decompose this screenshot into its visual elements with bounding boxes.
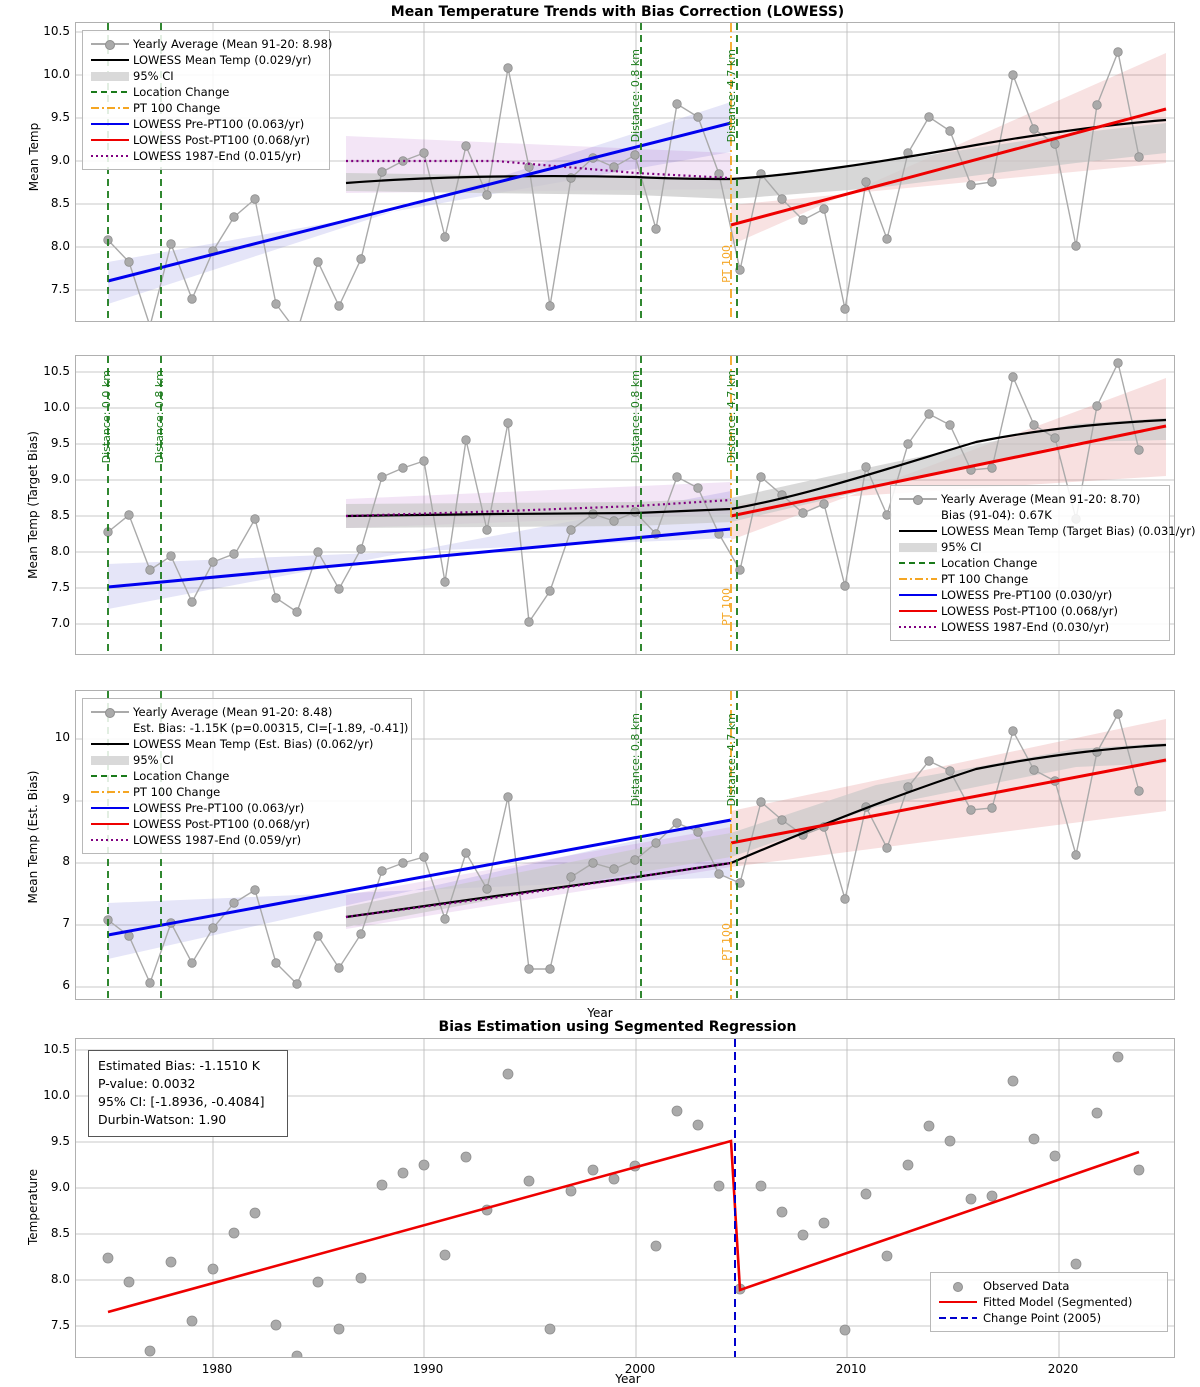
legend-item: 95% CI: [89, 752, 410, 768]
legend-item: LOWESS Mean Temp (Est. Bias) (0.062/yr): [89, 736, 410, 752]
panel2-ylabel: Mean Temp (Target Bias): [26, 431, 40, 579]
legend-item: PT 100 Change: [897, 571, 1198, 587]
panel4-ytick: 10.5: [43, 1042, 70, 1056]
panel4-ytick: 8.5: [50, 1226, 70, 1240]
panel1-ytick: 9.5: [50, 110, 70, 124]
panel4-xtick: 2010: [835, 1362, 867, 1376]
vline-label-location-2000: Distance: 0.8 km: [629, 49, 642, 143]
legend-item: Location Change: [89, 84, 334, 100]
legend-item: PT 100 Change: [89, 784, 410, 800]
annotation-line: P-value: 0.0032: [98, 1076, 196, 1092]
vline-label-location-1975: Distance: 0.0 km: [100, 370, 113, 464]
legend-item: LOWESS Mean Temp (0.029/yr): [89, 52, 334, 68]
panel1-title: Mean Temperature Trends with Bias Correction (LOWESS): [390, 4, 845, 20]
panel4-xlabel: Year: [615, 1372, 641, 1386]
vline-label-location-2005: Distance: 4.7 km: [725, 713, 738, 807]
panel2-ytick: 10.0: [43, 400, 70, 414]
legend-item: Fitted Model (Segmented): [937, 1294, 1134, 1310]
legend-item: LOWESS Post-PT100 (0.068/yr): [897, 603, 1198, 619]
panel4-legend: [930, 1272, 1168, 1332]
vline-label-pt100: PT 100: [720, 588, 733, 626]
panel3-ytick: 10: [54, 730, 70, 744]
legend-item: PT 100 Change: [89, 100, 334, 116]
panel2-ytick: 9.0: [50, 472, 70, 486]
legend-item: Yearly Average (Mean 91-20: 8.98): [89, 36, 334, 52]
legend-item: LOWESS Post-PT100 (0.068/yr): [89, 816, 410, 832]
legend-item: LOWESS 1987-End (0.030/yr): [897, 619, 1198, 635]
legend-item: Location Change: [89, 768, 410, 784]
panel1-ytick: 10.5: [43, 24, 70, 38]
legend-item: Change Point (2005): [937, 1310, 1134, 1326]
panel4-title: Bias Estimation using Segmented Regression: [438, 1019, 797, 1035]
panel4-ytick: 9.5: [50, 1134, 70, 1148]
legend-item: Location Change: [897, 555, 1198, 571]
legend-item: LOWESS Pre-PT100 (0.030/yr): [897, 587, 1198, 603]
panel3-ytick: 9: [62, 792, 70, 806]
panel4-annotation: [88, 1050, 288, 1137]
panel4-ytick: 9.0: [50, 1180, 70, 1194]
vline-label-pt100: PT 100: [720, 923, 733, 961]
annotation-line: Estimated Bias: -1.1510 K: [98, 1058, 260, 1073]
legend-item: LOWESS 1987-End (0.015/yr): [89, 148, 334, 164]
legend-item: Observed Data: [937, 1278, 1134, 1294]
legend-item: Est. Bias: -1.15K (p=0.00315, CI=[-1.89, -0.41]): [133, 721, 409, 735]
panel1-legend: [82, 30, 333, 170]
panel4-ytick: 10.0: [43, 1088, 70, 1102]
panel2-ytick: 8.5: [50, 508, 70, 522]
legend-item: Bias (91-04): 0.67K: [941, 508, 1052, 522]
panel3-xlabel: Year: [587, 1006, 613, 1020]
panel1-ylabel: Mean Temp: [27, 122, 41, 192]
panel4-xtick: 1980: [201, 1362, 233, 1376]
legend-item: 95% CI: [897, 539, 1198, 555]
panel4-xtick: 1990: [412, 1362, 444, 1376]
panel1-ytick: 10.0: [43, 67, 70, 81]
panel4-xtick: 2020: [1047, 1362, 1079, 1376]
legend-item: LOWESS Mean Temp (Target Bias) (0.031/yr): [897, 523, 1198, 539]
panel1-ytick: 9.0: [50, 153, 70, 167]
legend-item: LOWESS Pre-PT100 (0.063/yr): [89, 116, 334, 132]
legend-item: LOWESS Post-PT100 (0.068/yr): [89, 132, 334, 148]
vline-label-pt100: PT 100: [720, 245, 733, 283]
panel4-ytick: 7.5: [50, 1318, 70, 1332]
panel2-ytick: 9.5: [50, 436, 70, 450]
vline-label-location-2005: Distance: 4.7 km: [725, 370, 738, 464]
panel1-ytick: 7.5: [50, 282, 70, 296]
panel2-ytick: 10.5: [43, 364, 70, 378]
vline-label-location-2000: Distance: 0.8 km: [629, 370, 642, 464]
vline-label-location-1978: Distance: 0.8 km: [153, 370, 166, 464]
legend-item: Yearly Average (Mean 91-20: 8.70): [897, 491, 1198, 507]
panel4-ytick: 8.0: [50, 1272, 70, 1286]
panel1-ytick: 8.0: [50, 239, 70, 253]
legend-item: LOWESS 1987-End (0.059/yr): [89, 832, 410, 848]
annotation-line: Durbin-Watson: 1.90: [98, 1112, 227, 1128]
vline-label-location-2000: Distance: 0.8 km: [629, 713, 642, 807]
panel2-legend: [890, 485, 1196, 641]
panel1-ytick: 8.5: [50, 196, 70, 210]
panel3-ylabel: Mean Temp (Est. Bias): [26, 770, 40, 904]
panel3-legend: [82, 698, 412, 854]
panel3-ytick: 8: [62, 854, 70, 868]
panel4-ylabel: Temperature: [26, 1169, 40, 1246]
panel2-ytick: 7.5: [50, 580, 70, 594]
legend-item: 95% CI: [89, 68, 334, 84]
legend-item: LOWESS Pre-PT100 (0.063/yr): [89, 800, 410, 816]
panel2-ytick: 8.0: [50, 544, 70, 558]
panel3-ytick: 6: [62, 978, 70, 992]
legend-item: Yearly Average (Mean 91-20: 8.48): [89, 704, 410, 720]
panel3-ytick: 7: [62, 916, 70, 930]
annotation-line: 95% CI: [-1.8936, -0.4084]: [98, 1094, 265, 1110]
panel4-xtick: 2000: [624, 1362, 656, 1376]
panel2-ytick: 7.0: [50, 616, 70, 630]
vline-label-location-2005: Distance: 4.7 km: [725, 49, 738, 143]
